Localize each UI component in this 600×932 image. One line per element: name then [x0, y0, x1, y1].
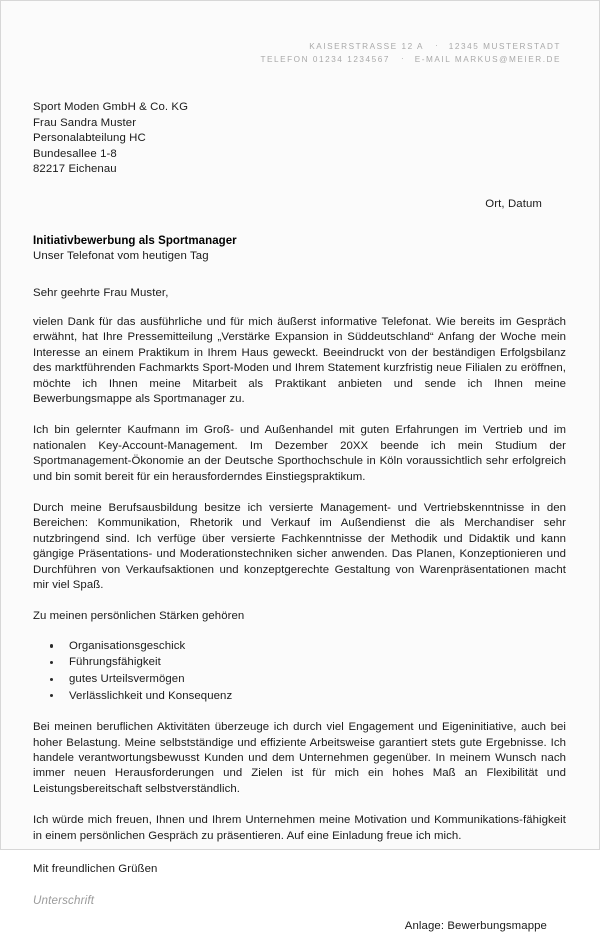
- enclosure-note: Anlage: Bewerbungsmappe: [404, 920, 547, 932]
- recipient-department: Personalabteilung HC: [33, 132, 146, 145]
- bullet-icon: [50, 644, 53, 647]
- strengths-intro: Zu meinen persönlichen Stärken gehören: [33, 610, 245, 623]
- list-item-label: gutes Urteilsvermögen: [69, 673, 185, 686]
- bullet-icon: [50, 661, 53, 664]
- body-paragraph-5: Ich würde mich freuen, Ihnen und Ihrem Unternehmen meine Motivation und Kommunikations-fähigkeit in einem persönlichen Gespräch zu präsentieren. Auf eine Einladung freue ich mich.: [33, 814, 566, 842]
- subject-subtitle: Unser Telefonat vom heutigen Tag: [33, 250, 209, 263]
- signature-placeholder: Unterschrift: [33, 894, 95, 908]
- subject-title: Initiativbewerbung als Sportmanager: [33, 234, 237, 247]
- list-item-label: Organisationsgeschick: [69, 639, 186, 652]
- list-item: [33, 654, 567, 671]
- recipient-street: Bundesallee 1-8: [33, 147, 117, 160]
- recipient-company: Sport Moden GmbH & Co. KG: [33, 101, 189, 113]
- dateline: Ort, Datum: [485, 197, 542, 210]
- recipient-city: 82217 Eichenau: [33, 163, 117, 176]
- list-item: [33, 671, 567, 688]
- list-item: [33, 688, 567, 705]
- bullet-icon: [50, 678, 53, 681]
- body-paragraph-1: vielen Dank für das ausführliche und für mich äußerst informative Telefonat. Wie bereits im Gespräch erwähnt, hat Ihre Pressemitteilung „Verstärke Expansion in Süddeutschland“ Anfang der Woche mein Interesse an einem Praktikum in Ihrem Haus geweckt. Beeindruckt von der beständigen Erfolgsbilanz des marktführenden Fachmarkts Sport-Moden und Ihrem Statement kurzfristig neue Filialen zu eröffnen, möchte ich Ihnen meine Mitarbeit als Praktikant anbieten und sende ich Ihnen meine Bewerbungsmappe als Sportmanager zu.: [33, 315, 566, 405]
- closing-greeting: Mit freundlichen Grüßen: [33, 863, 158, 876]
- letterhead-line-2: [33, 54, 561, 67]
- strengths-list: [33, 638, 567, 704]
- list-item-label: Verlässlichkeit und Konsequenz: [69, 689, 233, 702]
- letterhead: [33, 1, 567, 66]
- body-paragraph-4: Bei meinen beruflichen Aktivitäten überzeuge ich durch viel Engagement und Eigeninitiative, auch bei hoher Belastung. Meine selbstständige und effiziente Arbeitsweise garantiert stets gute Ergebnisse. Ich handele verantwortungsbewusst Kunden und dem Unternehmen gegenüber. In meinem Wunsch nach immer neuen Herausforderungen und Zielen ist für mich ein hohes Maß an Flexibilität und Leistungsbereitschaft selbstverständlich.: [33, 721, 566, 795]
- list-item-label: Führungsfähigkeit: [69, 656, 161, 669]
- letterhead-phone: TELEFON 01234 1234567: [260, 54, 390, 64]
- letterhead-separator-icon-2: ·: [400, 53, 404, 63]
- letterhead-email: E-MAIL MARKUS@MEIER.DE: [414, 54, 561, 64]
- body-paragraph-3: Durch meine Berufsausbildung besitze ich versierte Management- und Vertriebskenntnisse in den Bereichen: Kommunikation, Rhetorik und Verkauf im Außendienst die als Merchandiser sehr nutzbringend sind. Ich verfüge über versierte Fachkenntnisse der Methodik und Didaktik und kann gängige Präsentations- und Moderationstechniken sicher anwenden. Das Planen, Konzeptionieren und Durchführen von Verkaufsaktionen und konzeptgerechte Gestaltung von Warenpräsentationen macht mir viel Spaß.: [33, 502, 566, 592]
- list-item: [33, 638, 567, 655]
- recipient-address-block: [33, 100, 567, 178]
- letterhead-street: KAISERSTRASSE 12 A: [309, 42, 425, 51]
- body-paragraph-2: Ich bin gelernter Kaufmann im Groß- und Außenhandel mit guten Erfahrungen im Vertrieb und im nationalen Key-Account-Management. Im Dezember 20XX beende ich mein Studium der Sportmanagement-Ökonomie an der Deutsche Sporthochschule in Köln voraussichtlich sehr erfolgreich und bin somit bereit für ein herausforderndes Einstiegspraktikum.: [33, 424, 566, 483]
- letterhead-line-1: [33, 41, 561, 54]
- bullet-icon: [50, 694, 53, 697]
- letterhead-separator-icon: ·: [435, 41, 438, 50]
- recipient-contact: Frau Sandra Muster: [33, 116, 137, 129]
- salutation: Sehr geehrte Frau Muster,: [33, 286, 169, 299]
- subject-block: [33, 234, 567, 265]
- letterhead-city: 12345 MUSTERSTADT: [448, 42, 561, 51]
- letter-sheet: [1, 1, 599, 932]
